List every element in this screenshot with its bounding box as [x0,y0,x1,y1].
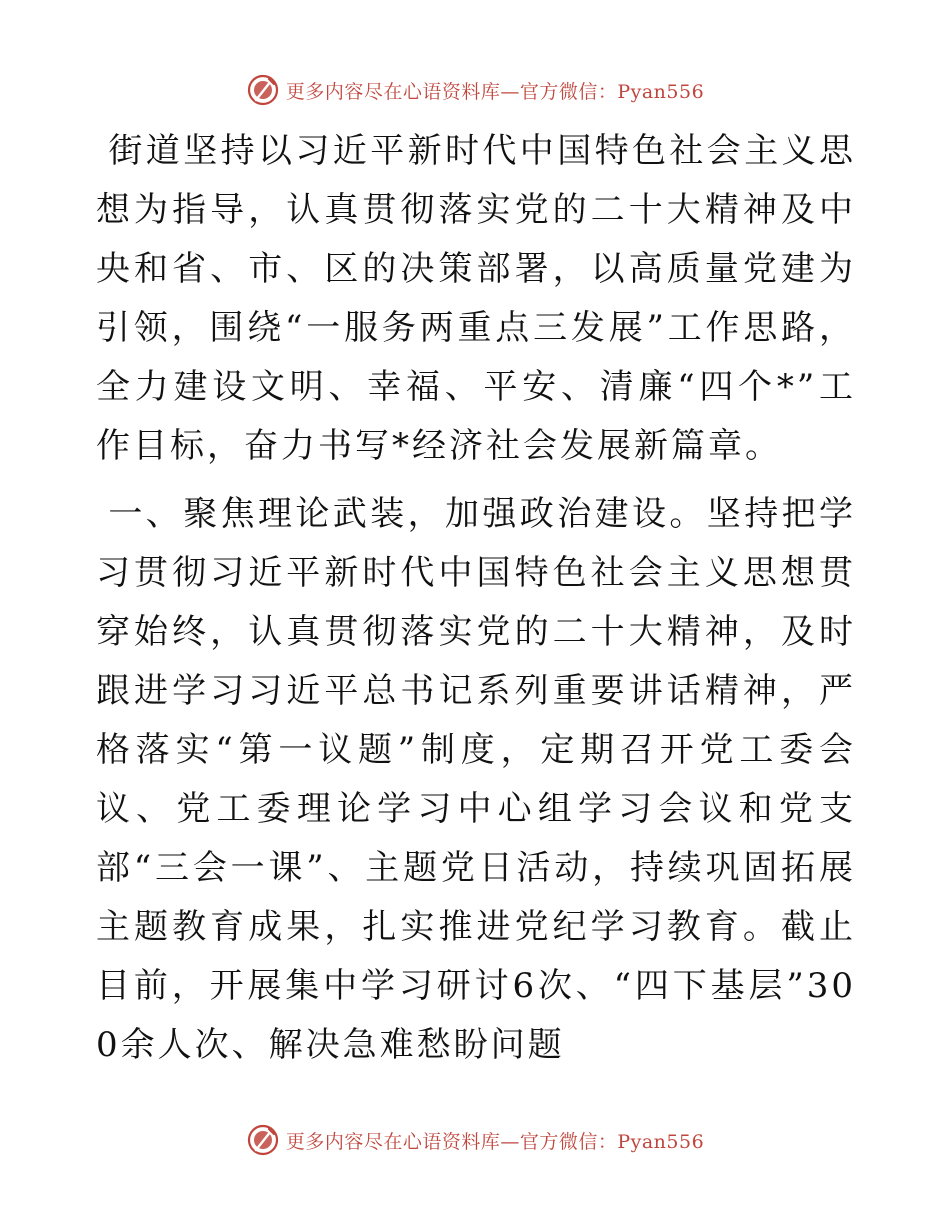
paragraph-intro [96,122,856,476]
paragraph-intro-text: 街道坚持以习近平新时代中国特色社会主义思想为指导，认真贯彻落实党的二十大精神及中央和省、市、区的决策部署，以高质量党建为引领，围绕“一服务两重点三发展”工作思路，全力建设文明、幸福、平安、清廉“四个*”工作目标，奋力书写*经济社会发展新篇章。 [96,131,856,466]
watermark-footer [0,1120,950,1160]
pen-seal-logo-icon [246,73,280,107]
paragraph-section-one [96,485,856,1075]
watermark-header [0,70,950,110]
watermark-text: 更多内容尽在心语资料库—官方微信：Pyan556 [285,80,705,103]
pen-seal-logo-icon [246,1123,280,1157]
watermark-text: 更多内容尽在心语资料库—官方微信：Pyan556 [285,1130,705,1153]
paragraph-section-one-text: 一、聚焦理论武装，加强政治建设。坚持把学习贯彻习近平新时代中国特色社会主义思想贯穿始终，认真贯彻落实党的二十大精神，及时跟进学习习近平总书记系列重要讲话精神，严格落实“第一议题”制度，定期召开党工委会议、党工委理论学习中心组学习会议和党支部“三会一课”、主题党日活动，持续巩固拓展主题教育成果，扎实推进党纪学习教育。截止目前，开展集中学习研讨6次、“四下基层”300余人次、解决急难愁盼问题 [96,494,856,1065]
document-body [96,122,856,1075]
